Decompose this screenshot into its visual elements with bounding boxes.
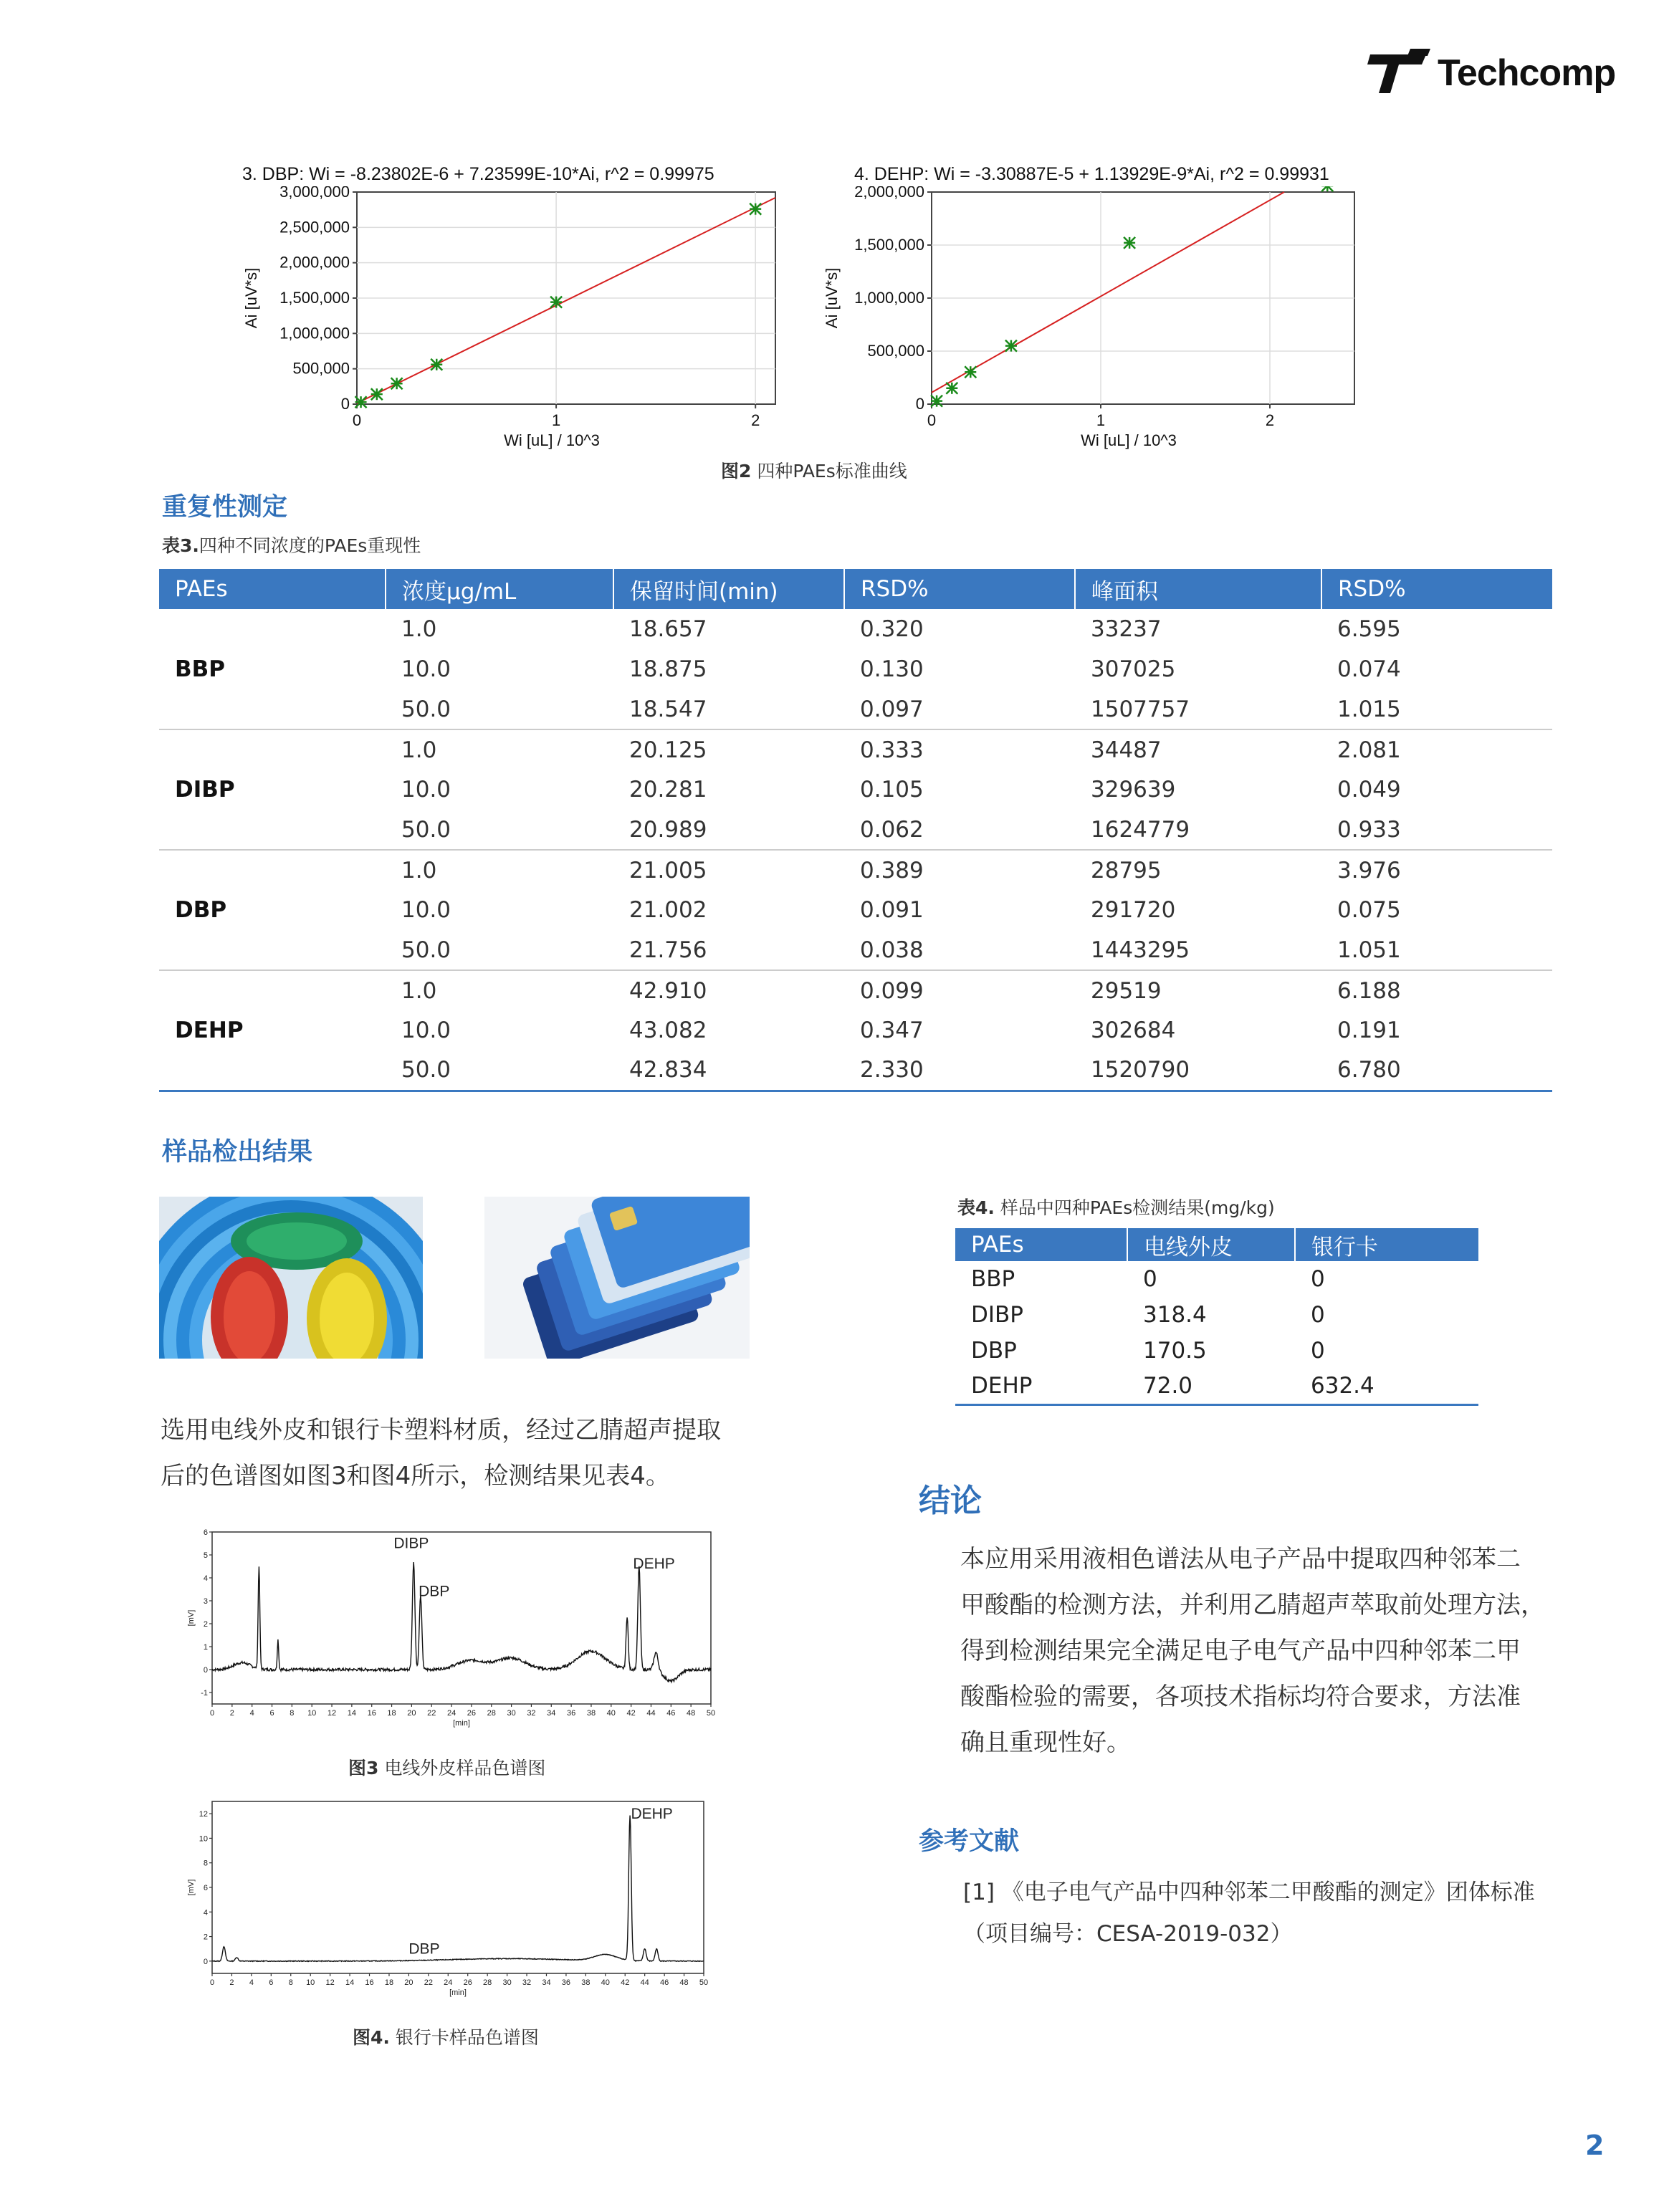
data-point	[931, 396, 942, 407]
x-tick-label: 30	[502, 1978, 512, 1987]
table3-compound	[159, 810, 386, 850]
x-tick-label: 46	[666, 1709, 676, 1718]
data-point	[550, 297, 562, 308]
table3-cell: 21.756	[629, 937, 707, 963]
table3-cell: 0.320	[860, 616, 924, 642]
y-tick-label: 4	[203, 1908, 208, 1917]
fig4-caption: 图4. 银行卡样品色谱图	[353, 2027, 539, 2048]
x-tick-label: 4	[249, 1709, 254, 1718]
table3-cell: 21.002	[629, 897, 707, 923]
table3-cell: 10.0	[401, 656, 451, 682]
table3-cell: 0.105	[860, 777, 924, 803]
x-tick-label: 34	[542, 1978, 551, 1987]
x-tick-label: 44	[640, 1978, 649, 1987]
y-tick-label: 2,000,000	[279, 253, 350, 272]
x-tick-label: 42	[621, 1978, 630, 1987]
x-tick-label: 34	[547, 1709, 556, 1718]
table-row	[159, 850, 1552, 890]
chart1-title: 3. DBP: Wi = -8.23802E-6 + 7.23599E-10*Ai, r^2 = 0.99975	[242, 164, 714, 184]
table4-cell: DBP	[971, 1338, 1017, 1364]
table-row	[159, 729, 1552, 770]
table3-cell: 20.281	[629, 777, 707, 803]
table3-cell: 18.875	[629, 656, 707, 682]
x-axis-label: [min]	[449, 1988, 467, 1997]
table3-cell: 50.0	[401, 937, 451, 963]
peak-label: DBP	[408, 1940, 440, 1958]
table3-cell: 20.125	[613, 729, 844, 770]
table4-cell: 0	[1143, 1266, 1157, 1292]
table3-compound: BBP	[175, 656, 225, 682]
x-tick-label: 48	[679, 1978, 689, 1987]
table3-compound	[159, 850, 386, 890]
x-tick-label: 10	[306, 1978, 315, 1987]
y-tick-label: 0	[915, 395, 924, 413]
x-tick-label: 2	[229, 1709, 234, 1718]
x-tick-label: 44	[646, 1709, 656, 1718]
x-tick-label: 50	[699, 1978, 709, 1987]
table3-cell: 1.0	[401, 616, 437, 642]
table3-caption: 表3.四种不同浓度的PAEs重现性	[162, 535, 421, 556]
y-tick-label: 0	[203, 1666, 208, 1675]
x-tick-label: 20	[404, 1978, 413, 1987]
x-tick-label: 42	[626, 1709, 636, 1718]
table3-cell: 18.657	[629, 616, 707, 642]
x-tick-label: 26	[463, 1978, 472, 1987]
table3-cell: 0.389	[844, 850, 1075, 890]
table3-cell: 3.976	[1321, 850, 1552, 890]
data-point	[1005, 340, 1017, 352]
x-axis-label: Wi [uL] / 10^3	[1081, 431, 1177, 449]
table3-cell: 1507757	[1091, 696, 1190, 722]
table3-cell: 1.015	[1337, 696, 1401, 722]
x-tick-label: 2	[1265, 411, 1275, 429]
x-tick-label: 48	[687, 1709, 696, 1718]
table3-cell: 28795	[1075, 850, 1321, 890]
y-tick-label: 1,500,000	[279, 289, 350, 307]
x-tick-label: 18	[384, 1978, 394, 1987]
table3-compound: DEHP	[175, 1018, 244, 1043]
x-tick-label: 14	[347, 1709, 357, 1718]
table4-cell: BBP	[971, 1266, 1015, 1292]
table4-cell: 170.5	[1143, 1338, 1207, 1364]
plot-frame	[212, 1801, 704, 1973]
y-tick-label: 2	[203, 1933, 208, 1942]
table3-cell: 10.0	[401, 1018, 451, 1043]
y-tick-label: 10	[199, 1834, 208, 1844]
y-axis-label: [mV]	[187, 1609, 196, 1627]
table3-cell: 43.082	[629, 1018, 707, 1043]
data-point	[431, 359, 442, 370]
section-references-heading: 参考文献	[919, 1827, 1020, 1856]
table-row	[159, 1050, 1552, 1091]
y-tick-label: 2	[203, 1620, 208, 1629]
y-tick-label: 0	[340, 395, 350, 413]
table3-cell: 291720	[1091, 897, 1176, 923]
table-row	[955, 1369, 1478, 1404]
fig3-caption: 图3 电线外皮样品色谱图	[348, 1758, 546, 1778]
x-tick-label: 10	[307, 1709, 317, 1718]
table3-cell: 1624779	[1091, 816, 1190, 843]
table3-compound	[159, 970, 386, 1010]
x-tick-label: 1	[551, 411, 561, 429]
y-tick-label: 4	[203, 1574, 208, 1583]
x-tick-label: 12	[327, 1709, 337, 1718]
data-point	[965, 366, 976, 378]
table3-compound	[159, 609, 386, 649]
table3-cell: 42.910	[613, 970, 844, 1010]
y-tick-label: 1	[203, 1643, 208, 1652]
section-repeatability-heading: 重复性测定	[162, 493, 288, 522]
data-point	[371, 388, 383, 400]
x-axis-label: [min]	[453, 1719, 470, 1728]
techcomp-mark-icon	[1367, 49, 1432, 99]
page-number: 2	[1585, 2130, 1605, 2161]
table3-compound: DIBP	[175, 777, 235, 803]
table3-reproducibility	[159, 569, 1552, 1092]
table3-cell: 0.191	[1337, 1018, 1401, 1043]
x-tick-label: 6	[269, 1709, 274, 1718]
y-tick-label: 1,000,000	[279, 324, 350, 343]
table-row	[159, 930, 1552, 970]
table4-cell: DEHP	[955, 1369, 1127, 1404]
table4-cell: 632.4	[1295, 1369, 1478, 1404]
table-row	[159, 970, 1552, 1010]
y-tick-label: 500,000	[867, 342, 924, 360]
table3-cell: 329639	[1091, 777, 1176, 803]
table3-cell: 0.091	[860, 897, 924, 923]
x-tick-label: 40	[606, 1709, 616, 1718]
y-tick-label: 0	[203, 1957, 208, 1966]
table3-header-5: RSD%	[1321, 569, 1552, 609]
y-tick-label: 3	[203, 1597, 208, 1606]
data-point	[391, 378, 403, 389]
table3-cell: 1.0	[386, 729, 613, 770]
table3-cell: 1443295	[1091, 937, 1190, 963]
table4-header-1: 电线外皮	[1127, 1228, 1295, 1261]
table3-header-0: PAEs	[159, 569, 386, 609]
table-row	[159, 810, 1552, 850]
table4-cell: 0	[1311, 1266, 1325, 1292]
table3-cell: 0.097	[860, 696, 924, 722]
table-row	[159, 770, 1552, 810]
x-tick-label: 6	[269, 1978, 274, 1987]
table3-cell: 0.075	[1337, 897, 1401, 923]
x-tick-label: 0	[209, 1978, 215, 1987]
x-tick-label: 22	[427, 1709, 436, 1718]
x-tick-label: 14	[345, 1978, 355, 1987]
table4-cell: DIBP	[971, 1302, 1023, 1328]
x-tick-label: 28	[487, 1709, 496, 1718]
chart1-calibration-dbp	[236, 186, 788, 451]
x-tick-label: 8	[290, 1709, 295, 1718]
table3-header-1: 浓度μg/mL	[386, 569, 613, 609]
fig3-chromatogram-cable	[183, 1523, 721, 1738]
x-tick-label: 28	[483, 1978, 492, 1987]
x-tick-label: 0	[209, 1709, 215, 1718]
table4-cell: 0	[1311, 1302, 1325, 1328]
cable-photo	[159, 1197, 423, 1359]
table3-cell: 21.005	[613, 850, 844, 890]
table3-cell: 50.0	[401, 696, 451, 722]
table3-cell: 1.0	[386, 850, 613, 890]
table3-cell: 0.333	[844, 729, 1075, 770]
sample-description: 选用电线外皮和银行卡塑料材质，经过乙腈超声提取 后的色谱图如图3和图4所示，检测结果见表4。	[161, 1416, 721, 1490]
table3-cell: 0.074	[1337, 656, 1401, 682]
x-tick-label: 22	[424, 1978, 433, 1987]
table3-cell: 50.0	[401, 816, 451, 843]
table3-cell: 33237	[1091, 616, 1162, 642]
y-axis-label: Ai [uV*s]	[242, 267, 260, 329]
peak-label: DIBP	[393, 1535, 429, 1552]
x-tick-label: 40	[601, 1978, 610, 1987]
table3-cell: 1.051	[1337, 937, 1401, 963]
x-tick-label: 8	[288, 1978, 293, 1987]
data-point	[946, 383, 957, 394]
data-point	[355, 396, 367, 408]
chart2-calibration-dehp	[817, 186, 1376, 451]
fig4-chromatogram-card	[183, 1793, 714, 2008]
table3-header-2: 保留时间(min)	[613, 569, 844, 609]
x-tick-label: 32	[522, 1978, 532, 1987]
table3-cell: 2.330	[844, 1050, 1075, 1091]
y-tick-label: 500,000	[292, 359, 350, 378]
x-tick-label: 0	[352, 411, 362, 429]
table3-header-4: 峰面积	[1075, 569, 1321, 609]
x-tick-label: 16	[367, 1709, 376, 1718]
y-tick-label: 1,500,000	[854, 236, 924, 254]
y-tick-label: 8	[203, 1859, 208, 1868]
table-row	[955, 1297, 1478, 1333]
table-row	[955, 1261, 1478, 1297]
chart2-title: 4. DEHP: Wi = -3.30887E-5 + 1.13929E-9*Ai, r^2 = 0.99931	[854, 164, 1329, 184]
table3-cell: 0.933	[1337, 816, 1401, 843]
table4-sample-results	[955, 1228, 1478, 1406]
x-tick-label: 26	[467, 1709, 477, 1718]
table3-cell: 0.347	[860, 1018, 924, 1043]
table3-cell: 50.0	[386, 1050, 613, 1091]
table3-cell: 2.081	[1321, 729, 1552, 770]
table-row	[159, 689, 1552, 729]
table3-compound	[159, 1050, 386, 1091]
conclusion-text: 本应用采用液相色谱法从电子产品中提取四种邻苯二 甲酸酯的检测方法，并利用乙腈超声萃取前处理方法， 得到检测结果完全满足电子电气产品中四种邻苯二甲 酸酯检验的需要，各项技术指标均符合要求，方法准 确且重现性好。	[960, 1545, 1545, 1757]
table3-cell: 20.989	[629, 816, 707, 843]
section-conclusion-heading: 结论	[919, 1483, 982, 1519]
table3-cell: 42.834	[613, 1050, 844, 1091]
peak-label: DEHP	[633, 1556, 675, 1573]
x-tick-label: 32	[527, 1709, 536, 1718]
x-axis-label: Wi [uL] / 10^3	[504, 431, 600, 449]
x-tick-label: 18	[387, 1709, 396, 1718]
y-tick-label: -1	[201, 1689, 208, 1698]
table-row	[159, 1010, 1552, 1050]
peak-label: DBP	[419, 1583, 450, 1600]
table3-cell: 0.130	[860, 656, 924, 682]
x-tick-label: 0	[927, 411, 937, 429]
x-tick-label: 4	[249, 1978, 254, 1987]
fig2-caption: 图2 四种PAEs标准曲线	[721, 461, 907, 482]
table3-cell: 1520790	[1075, 1050, 1321, 1091]
techcomp-logo	[1367, 49, 1632, 99]
x-tick-label: 36	[561, 1978, 571, 1987]
reference-1: [1] 《电子电气产品中四种邻苯二甲酸酯的测定》团体标准 （项目编号：CESA-2019-032）	[963, 1880, 1535, 1947]
table4-header-0: PAEs	[955, 1228, 1127, 1261]
x-tick-label: 24	[444, 1978, 453, 1987]
y-tick-label: 1,000,000	[854, 289, 924, 307]
table3-compound	[159, 930, 386, 970]
table3-cell: 10.0	[401, 897, 451, 923]
y-tick-label: 6	[203, 1884, 208, 1892]
table3-compound	[159, 689, 386, 729]
x-tick-label: 46	[659, 1978, 669, 1987]
x-tick-label: 12	[325, 1978, 335, 1987]
x-tick-label: 2	[229, 1978, 234, 1987]
x-tick-label: 20	[407, 1709, 416, 1718]
table4-cell: 318.4	[1143, 1302, 1207, 1328]
x-tick-label: 38	[581, 1978, 591, 1987]
table3-cell: 34487	[1075, 729, 1321, 770]
table4-cell: 0	[1311, 1338, 1325, 1364]
table4-header-2: 银行卡	[1295, 1228, 1478, 1261]
table3-cell: 0.099	[844, 970, 1075, 1010]
table-row	[159, 890, 1552, 930]
table-row	[159, 649, 1552, 689]
y-tick-label: 3,000,000	[279, 186, 350, 201]
y-tick-label: 5	[203, 1551, 208, 1560]
y-tick-label: 2,500,000	[279, 218, 350, 236]
y-axis-label: [mV]	[187, 1879, 196, 1896]
table3-cell: 0.062	[860, 816, 924, 843]
table4-caption: 表4. 样品中四种PAEs检测结果(mg/kg)	[957, 1197, 1275, 1218]
x-tick-label: 24	[446, 1709, 456, 1718]
bank-cards-photo	[484, 1197, 750, 1359]
y-axis-label: Ai [uV*s]	[823, 267, 841, 329]
table3-cell: 29519	[1075, 970, 1321, 1010]
table-row	[955, 1333, 1478, 1369]
table3-cell: 18.547	[629, 696, 707, 722]
table3-compound	[159, 729, 386, 770]
table3-cell: 0.049	[1337, 777, 1401, 803]
data-point	[1124, 237, 1135, 249]
table3-cell: 6.595	[1337, 616, 1401, 642]
data-point	[750, 204, 761, 215]
x-tick-label: 36	[566, 1709, 576, 1718]
brand-name: Techcomp	[1438, 52, 1616, 94]
y-tick-label: 2,000,000	[854, 186, 924, 201]
table3-compound: DBP	[175, 897, 227, 923]
table-row	[159, 609, 1552, 649]
table3-cell: 6.780	[1321, 1050, 1552, 1091]
table3-cell: 302684	[1091, 1018, 1176, 1043]
table3-cell: 307025	[1091, 656, 1176, 682]
y-tick-label: 12	[199, 1810, 208, 1819]
table3-cell: 6.188	[1321, 970, 1552, 1010]
x-tick-label: 1	[1096, 411, 1106, 429]
table3-header-3: RSD%	[844, 569, 1075, 609]
table3-cell: 0.038	[860, 937, 924, 963]
x-tick-label: 2	[751, 411, 760, 429]
table3-cell: 10.0	[401, 777, 451, 803]
y-tick-label: 6	[203, 1528, 208, 1537]
data-point	[1321, 186, 1333, 191]
x-tick-label: 38	[586, 1709, 596, 1718]
peak-label: DEHP	[631, 1806, 673, 1822]
x-tick-label: 30	[507, 1709, 516, 1718]
x-tick-label: 16	[365, 1978, 374, 1987]
x-tick-label: 50	[706, 1709, 716, 1718]
table3-cell: 1.0	[386, 970, 613, 1010]
table4-cell: 72.0	[1127, 1369, 1295, 1404]
section-sample-heading: 样品检出结果	[162, 1138, 313, 1167]
